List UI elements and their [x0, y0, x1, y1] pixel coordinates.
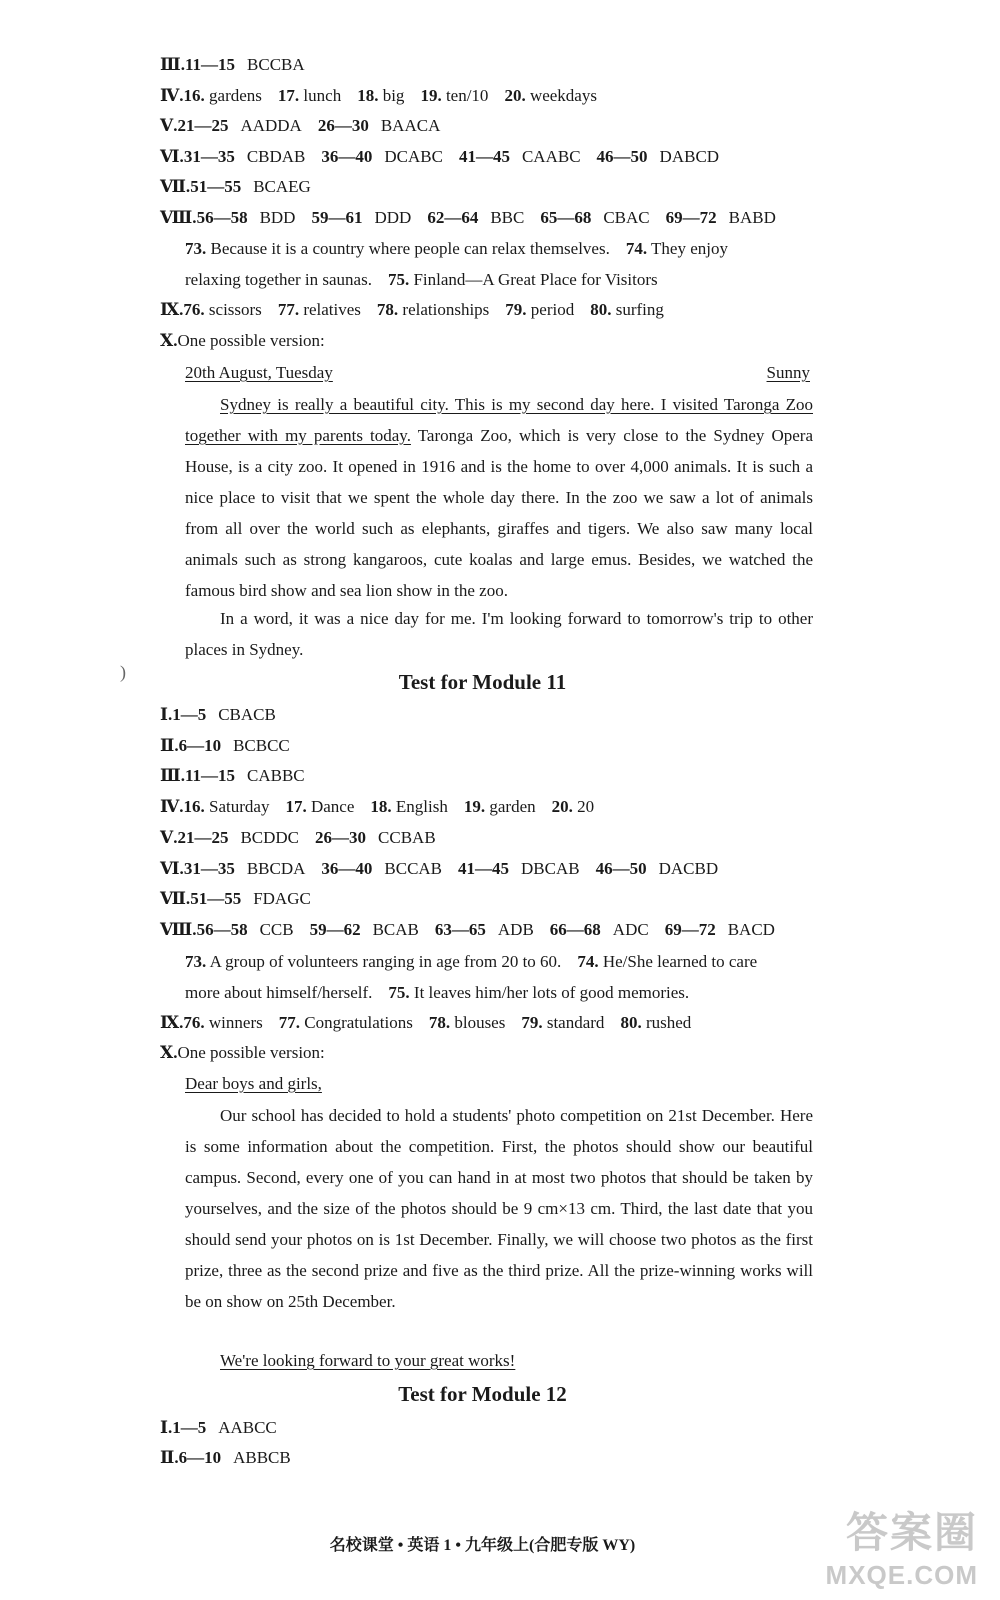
page-footer: 名校课堂 • 英语 1 • 九年级上(合肥专版 WY) [329, 1537, 636, 1554]
diary-paragraph-1: Sydney is really a beautiful city. This is my second day here. I visited Taronga Zoo together with my parents today. Taronga Zoo, which is very close to the Sydney Opera House, is a city zoo. It opened in 1916 and is the home to over 4,000 animals. It is such a nice place to visit that we spent the whole day there. In the zoo we saw a lot of animals from all over the world such as elephants, giraffes and tigers. We also saw many local animals such as strong kangaroos, cute koalas and large emus. Besides, we watched the famous bird show and sea lion show in the zoo. [185, 395, 813, 600]
margin-mark: ) [120, 662, 126, 682]
diary-weather: Sunny [766, 363, 810, 382]
letter-body: Our school has decided to hold a students' photo competition on 21st December. Here is some information about the competition. First, the photos should show our beautiful campus. Second, every one of you can hand in at most two photos that should be taken by yourselves, and the size of the photos should be 9 cm×13 cm. Third, the last date that you should send your photos on is 1st December. Finally, we will choose two photos as the first prize, three as the second prize and five as the third prize. All the prize-winning works will be on show on 25th December. [185, 1106, 813, 1311]
m10-section-8: Ⅷ.56—58 BDD 59—61 DDD 62—64 BBC 65—68 CBAC 69—72 BABD [160, 208, 776, 227]
m10-section-3: Ⅲ.11—15 BCCBA [160, 55, 305, 74]
m12-section-1: Ⅰ.1—5 AABCC [160, 1418, 277, 1437]
m11-section-7: Ⅶ.51—55 FDAGC [160, 889, 311, 908]
m11-section-4: Ⅳ.16. Saturday 17. Dance 18. English 19. garden 20. 20 [160, 797, 595, 816]
diary-paragraph-2: In a word, it was a nice day for me. I'm looking forward to tomorrow's trip to other places in Sydney. [185, 609, 813, 659]
m11-section-10: Ⅹ.One possible version: [160, 1043, 325, 1062]
diary-date: 20th August, Tuesday [185, 363, 333, 382]
m10-q73-line: 73. Because it is a country where people can relax themselves. 74. They enjoy [185, 239, 728, 258]
watermark-url: MXQE.COM [825, 1560, 978, 1590]
m11-section-5: Ⅴ.21—25 BCDDC 26—30 CCBAB [160, 828, 436, 847]
m10-section-5: Ⅴ.21—25 AADDA 26—30 BAACA [160, 116, 441, 135]
m11-section-6: Ⅵ.31—35 BBCDA 36—40 BCCAB 41—45 DBCAB 46—50 DACBD [160, 859, 719, 878]
m11-section-3: Ⅲ.11—15 CABBC [160, 766, 305, 785]
m10-section-10: Ⅹ.One possible version: [160, 331, 325, 350]
m11-q73-line: 73. A group of volunteers ranging in age from 20 to 60. 74. He/She learned to care [185, 952, 758, 971]
m10-section-7: Ⅶ.51—55 BCAEG [160, 177, 311, 196]
m11-q74-q75-line: more about himself/herself. 75. It leaves him/her lots of good memories. [185, 983, 690, 1002]
module-11-title: Test for Module 11 [398, 670, 567, 694]
m11-section-9: Ⅸ.76. winners 77. Congratulations 78. blouses 79. standard 80. rushed [160, 1013, 692, 1032]
watermark-logo: 答案圈 [845, 1509, 978, 1556]
watermark [826, 1500, 978, 1591]
m11-section-1: Ⅰ.1—5 CBACB [160, 705, 276, 724]
m10-q74-q75-line: relaxing together in saunas. 75. Finland—A Great Place for Visitors [185, 270, 658, 289]
m10-section-9: Ⅸ.76. scissors 77. relatives 78. relationships 79. period 80. surfing [160, 300, 664, 319]
m10-section-4: Ⅳ.16. gardens 17. lunch 18. big 19. ten/10 20. weekdays [160, 86, 597, 105]
m11-section-2: Ⅱ.6—10 BCBCC [160, 736, 290, 755]
letter-closing: We're looking forward to your great works! [220, 1351, 516, 1370]
m12-section-2: Ⅱ.6—10 ABBCB [160, 1448, 291, 1467]
module-12-title: Test for Module 12 [398, 1382, 567, 1406]
letter-greeting: Dear boys and girls, [185, 1074, 322, 1093]
m10-section-6: Ⅵ.31—35 CBDAB 36—40 DCABC 41—45 CAABC 46—50 DABCD [160, 147, 720, 166]
m11-section-8: Ⅷ.56—58 CCB 59—62 BCAB 63—65 ADB 66—68 ADC 69—72 BACD [160, 920, 775, 939]
